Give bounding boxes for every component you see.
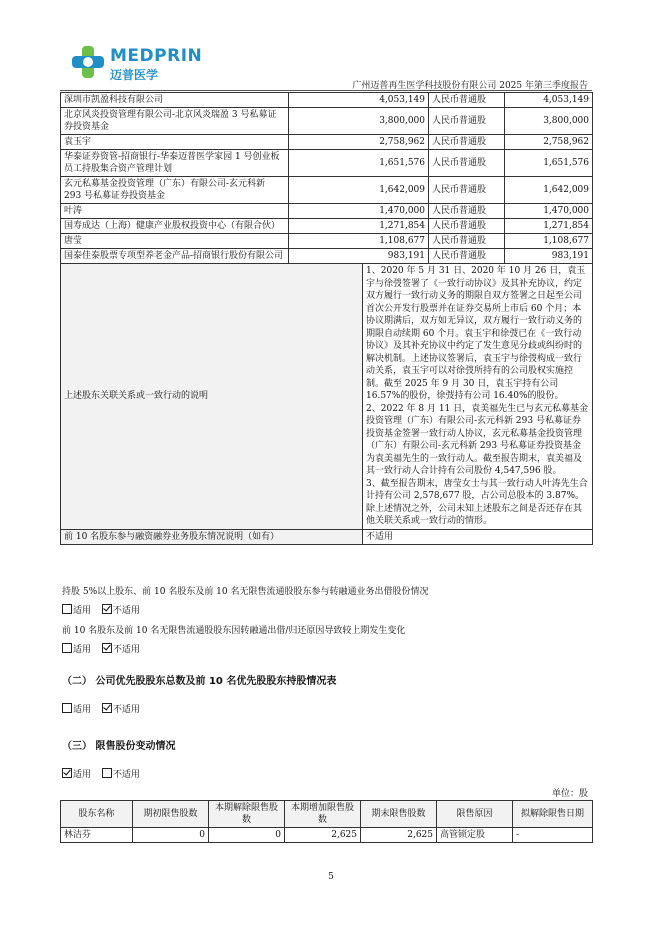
margin-trading-row <box>61 529 593 544</box>
share-type-count: 1,470,000 <box>505 204 593 219</box>
change-not-applicable-label: 不适用 <box>112 645 140 655</box>
section2-applicable-checkbox[interactable] <box>62 703 72 713</box>
shareholder-row <box>61 234 593 249</box>
share-type: 人民币普通股 <box>429 108 505 135</box>
share-type: 人民币普通股 <box>429 177 505 204</box>
section2-not-applicable-label: 不适用 <box>112 705 140 715</box>
share-type-count: 3,800,000 <box>505 108 593 135</box>
column-header: 本期解除限售股数 <box>209 801 285 828</box>
logo-wordmark: MEDPRIN <box>110 46 203 66</box>
restricted-released: 0 <box>209 828 285 843</box>
share-type: 人民币普通股 <box>429 249 505 264</box>
column-header: 股东名称 <box>61 801 133 828</box>
shareholder-row <box>61 135 593 150</box>
share-type-count: 4,053,149 <box>505 93 593 108</box>
shareholder-row <box>61 108 593 135</box>
column-header: 本期增加限售股数 <box>285 801 361 828</box>
share-type: 人民币普通股 <box>429 234 505 249</box>
page-header <box>0 0 662 92</box>
share-type-count: 2,758,962 <box>505 135 593 150</box>
shareholder-name: 华泰证券资管-招商银行-华泰迈普医学家园 1 号创业板员工持股集合资产管理计划 <box>61 150 289 177</box>
restricted-end: 2,625 <box>361 828 437 843</box>
section2-title: （二） 公司优先股股东总数及前 10 名优先股股东持股情况表 <box>62 676 337 687</box>
section3-title: （三） 限售股份变动情况 <box>62 741 176 752</box>
restricted-start: 0 <box>133 828 209 843</box>
share-type-count: 1,271,854 <box>505 219 593 234</box>
shareholder-name: 深圳市凯盈科技有限公司 <box>61 93 289 108</box>
unrestricted-share-count: 1,642,009 <box>289 177 429 204</box>
page-number: 5 <box>328 872 334 882</box>
column-header: 期末限售股数 <box>361 801 437 828</box>
restricted-added: 2,625 <box>285 828 361 843</box>
section2-applicable-label: 适用 <box>73 705 92 715</box>
restricted-name: 林洁芬 <box>61 828 133 843</box>
unrestricted-share-count: 1,651,576 <box>289 150 429 177</box>
section3-not-applicable-checkbox[interactable] <box>102 768 112 778</box>
lending-applicable-checkbox[interactable] <box>62 604 72 614</box>
unrestricted-share-count: 1,470,000 <box>289 204 429 219</box>
section2-options <box>62 702 140 715</box>
share-type-count: 983,191 <box>505 249 593 264</box>
lending-not-applicable-checkbox[interactable] <box>102 604 112 614</box>
unrestricted-share-count: 2,758,962 <box>289 135 429 150</box>
column-header: 限售原因 <box>437 801 513 828</box>
column-header: 期初限售股数 <box>133 801 209 828</box>
share-type: 人民币普通股 <box>429 93 505 108</box>
change-applicable-label: 适用 <box>73 645 92 655</box>
report-title: 广州迈普再生医学科技股份有限公司 2025 年第三季度报告 <box>352 81 588 91</box>
unrestricted-share-count: 1,108,677 <box>289 234 429 249</box>
lending-note: 持股 5%以上股东、前 10 名股东及前 10 名无限售流通股股东参与转融通业务出借股份情况 <box>62 587 429 597</box>
restricted-row <box>61 828 593 843</box>
shareholder-name: 唐莹 <box>61 234 289 249</box>
medprin-logo-icon <box>70 44 106 80</box>
restricted-reason: 高管锁定股 <box>437 828 513 843</box>
share-type: 人民币普通股 <box>429 135 505 150</box>
shareholder-row <box>61 177 593 204</box>
unit-label: 单位：股 <box>551 789 588 799</box>
section3-applicable-checkbox[interactable] <box>62 768 72 778</box>
relation-row <box>61 264 593 530</box>
restricted-header-row <box>61 801 593 828</box>
unrestricted-share-count: 1,271,854 <box>289 219 429 234</box>
shareholder-row <box>61 219 593 234</box>
column-header: 拟解除限售日期 <box>513 801 593 828</box>
margin-trading-value: 不适用 <box>363 529 593 544</box>
shareholder-row <box>61 150 593 177</box>
change-note: 前 10 名股东及前 10 名无限售流通股股东因转融通出借/归还原因导致较上期发生变化 <box>62 626 406 636</box>
shareholder-name: 国寿成达（上海）健康产业股权投资中心（有限合伙） <box>61 219 289 234</box>
relation-paragraph: 除上述情况之外，公司未知上述股东之间是否还存在其他关联关系或一致行动的情形。 <box>366 503 583 526</box>
share-type-count: 1,651,576 <box>505 150 593 177</box>
change-applicable-checkbox[interactable] <box>62 643 72 653</box>
logo-chinese-name: 迈普医学 <box>110 68 159 82</box>
relation-paragraph: 2、2022 年 8 月 11 日，袁美福先生已与玄元私募基金投资管理（广东）有限公司-玄元科新 293 号私募证券投资基金签署一致行动人协议，玄元私募基金投资管理（广东）有限公司-玄元科新 293 号私募证券投资基金为袁美福先生的一致行动人。截至报告期末，袁美福及其一致行动人合计持有公司股份 4,547,596 股。 <box>366 403 589 476</box>
change-not-applicable-checkbox[interactable] <box>102 643 112 653</box>
share-type: 人民币普通股 <box>429 150 505 177</box>
relation-paragraph: 3、截至报告期末，唐莹女士与其一致行动人叶涛先生合计持有公司 2,578,677 股，占公司总股本的 3.87%。 <box>366 478 588 501</box>
lending-applicable-label: 适用 <box>73 606 92 616</box>
header-divider <box>60 90 592 91</box>
unrestricted-share-count: 983,191 <box>289 249 429 264</box>
shareholder-name: 玄元私募基金投资管理（广东）有限公司-玄元科新 293 号私募证券投资基金 <box>61 177 289 204</box>
share-type: 人民币普通股 <box>429 219 505 234</box>
unrestricted-share-count: 4,053,149 <box>289 93 429 108</box>
shareholder-name: 叶涛 <box>61 204 289 219</box>
share-type-count: 1,642,009 <box>505 177 593 204</box>
section2-not-applicable-checkbox[interactable] <box>102 703 112 713</box>
change-options <box>62 642 140 655</box>
unrestricted-share-count: 3,800,000 <box>289 108 429 135</box>
section3-applicable-label: 适用 <box>73 770 92 780</box>
shareholder-row <box>61 249 593 264</box>
relation-label: 上述股东关联关系或一致行动的说明 <box>61 264 363 530</box>
share-type-count: 1,108,677 <box>505 234 593 249</box>
shareholder-name: 北京风炎投资管理有限公司-北京风炎瑞盈 3 号私募证券投资基金 <box>61 108 289 135</box>
margin-trading-label: 前 10 名股东参与融资融券业务股东情况说明（如有） <box>61 529 363 544</box>
section3-options <box>62 767 140 780</box>
shareholder-row <box>61 93 593 108</box>
top10-shareholders-table <box>60 92 593 545</box>
shareholder-name: 袁玉宇 <box>61 135 289 150</box>
company-logo <box>70 44 203 84</box>
lending-options <box>62 603 140 616</box>
shareholder-name: 国泰佳泰股票专项型养老金产品-招商银行股份有限公司 <box>61 249 289 264</box>
relation-paragraph: 1、2020 年 5 月 31 日、2020 年 10 月 26 日，袁玉宇与徐弢签署了《一致行动协议》及其补充协议，约定双方履行一致行动义务的期限自双方签署之日起至公司首次公开发行股票并在证券交易所上市后 60 个月；本协议期满后，双方如无异议，双方履行一致行动义务的期限自动续期 60 个月。袁玉宇和徐弢已在《一致行动协议》及其补充协议中约定了发生意见分歧或纠纷时的解决机制。上述协议签署后，袁玉宇与徐弢构成一致行动关系，袁玉宇可以对徐弢所持有的公司股权实施控制。截至 2025 年 9 月 30 日，袁玉宇持有公司 16.57%的股份，徐弢持有公司 16.40%的股份。 <box>366 266 586 401</box>
relation-description <box>363 264 593 530</box>
section3-not-applicable-label: 不适用 <box>112 770 140 780</box>
shareholder-row <box>61 204 593 219</box>
restricted-shares-table <box>60 800 593 843</box>
lending-not-applicable-label: 不适用 <box>112 606 140 616</box>
restricted-date: - <box>513 828 593 843</box>
share-type: 人民币普通股 <box>429 204 505 219</box>
